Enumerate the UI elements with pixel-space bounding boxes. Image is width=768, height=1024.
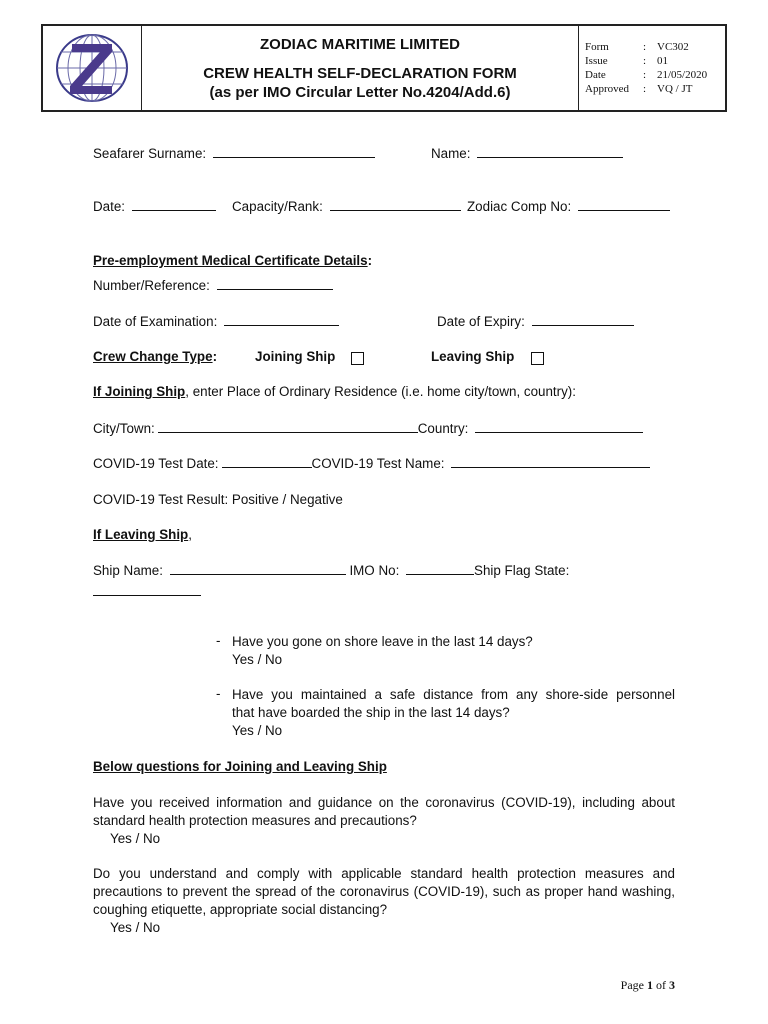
comp-no-field[interactable] [578,209,670,211]
answer-options[interactable]: Yes / No [110,920,161,935]
title-block [142,26,579,110]
if-joining-instruction: If Joining Ship, enter Place of Ordinary Residence (i.e. home city/town, country): [93,384,576,399]
covid-result-row [93,492,343,507]
answer-options[interactable]: Yes / No [232,652,283,667]
surname-label: Seafarer Surname: [93,146,207,161]
covid-result-label: COVID-19 Test Result: Positive / Negative [93,492,343,507]
question-text-line1: Have you maintained a safe distance from any shore-side personnel [232,687,675,702]
joining-ship-checkbox[interactable] [351,352,364,365]
crew-change-label: Crew Change Type: [93,349,218,364]
meta-key: Date [585,69,606,81]
name-row [431,146,623,161]
imo-no-label: IMO No: [349,563,400,578]
covid-name-label: COVID-19 Test Name: [311,456,445,471]
exam-date-label: Date of Examination: [93,314,218,329]
leaving-question-1: - [216,633,221,648]
city-field[interactable] [158,431,418,433]
meta-key: Issue [585,55,608,67]
meta-value: VC302 [657,41,689,53]
covid-name-field[interactable] [451,466,650,468]
city-label: City/Town: [93,421,155,436]
both-question-2 [93,865,675,937]
leaving-question-2: - [216,686,221,701]
logo [43,26,142,110]
date-row [93,199,216,214]
covid-test-row [93,456,650,471]
answer-options[interactable]: Yes / No [110,831,161,846]
meta-row-approved: Approved : VQ / JT [585,83,693,95]
leaving-ship-label: Leaving Ship [431,349,515,364]
leaving-question-2-text [232,686,675,740]
page-number: Page 1 of 3 [620,978,675,992]
name-field[interactable] [477,156,623,158]
meta-key: Form [585,41,609,53]
leaving-ship-checkbox[interactable] [531,352,544,365]
joining-ship-option [255,349,335,364]
exam-date-row [93,314,339,329]
country-label: Country: [417,421,469,436]
ship-row [93,563,569,578]
document-control-block [579,26,725,110]
company-name: ZODIAC MARITIME LIMITED [260,36,460,53]
flag-state-field[interactable] [93,594,201,596]
covid-date-field[interactable] [222,466,312,468]
comp-no-row [467,199,670,214]
expiry-date-field[interactable] [532,324,634,326]
date-field[interactable] [132,209,216,211]
if-leaving-heading: If Leaving Ship, [93,527,192,542]
number-ref-field[interactable] [217,288,333,290]
surname-row [93,146,375,161]
expiry-date-label: Date of Expiry: [437,314,525,329]
both-questions-heading: Below questions for Joining and Leaving Ship [93,759,387,774]
comp-no-label: Zodiac Comp No: [467,199,572,214]
expiry-date-row [437,314,634,329]
date-label: Date: [93,199,126,214]
capacity-row [232,199,461,214]
leaving-question-1-text [232,633,533,669]
exam-date-field[interactable] [224,324,339,326]
meta-value: VQ / JT [657,83,693,95]
form-header [41,24,727,112]
country-field[interactable] [475,431,643,433]
question-text: Have you gone on shore leave in the last 14 days? [232,634,533,649]
ship-name-field[interactable] [170,573,346,575]
capacity-label: Capacity/Rank: [232,199,323,214]
ship-name-label: Ship Name: [93,563,163,578]
capacity-field[interactable] [330,209,461,211]
meta-row-issue: Issue : 01 [585,55,668,67]
zodiac-globe-logo-icon [54,32,130,104]
joining-ship-label: Joining Ship [255,349,336,364]
imo-no-field[interactable] [406,573,474,575]
meta-value: 21/05/2020 [657,69,708,81]
question-text: Do you understand and comply with applicable standard health protection measures and precautions to prevent the spread of the coronavirus (COVID-19), such as proper hand washing, coughing etiquette, appropriate social distancing? [93,866,675,917]
city-row [93,421,643,436]
circular-reference: (as per IMO Circular Letter No.4204/Add.6) [209,84,511,101]
meta-row-date: Date : 21/05/2020 [585,69,708,81]
number-ref-label: Number/Reference: [93,278,210,293]
covid-date-label: COVID-19 Test Date: [93,456,219,471]
flag-state-label: Ship Flag State: [474,563,570,578]
cert-heading: Pre-employment Medical Certificate Details: [93,253,373,268]
meta-key: Approved [585,83,629,95]
leaving-ship-option [431,349,514,364]
form-title: CREW HEALTH SELF-DECLARATION FORM [203,65,517,82]
question-text: Have you received information and guidance on the coronavirus (COVID-19), including about standard health protection measures and precautions? [93,795,675,828]
both-question-1 [93,794,675,848]
name-label: Name: [431,146,471,161]
surname-field[interactable] [213,156,375,158]
meta-row-form: Form : VC302 [585,41,689,53]
question-text-line2: that have boarded the ship in the last 14 days? [232,705,510,720]
answer-options[interactable]: Yes / No [232,723,283,738]
meta-value: 01 [657,55,668,67]
number-ref-row [93,278,333,293]
